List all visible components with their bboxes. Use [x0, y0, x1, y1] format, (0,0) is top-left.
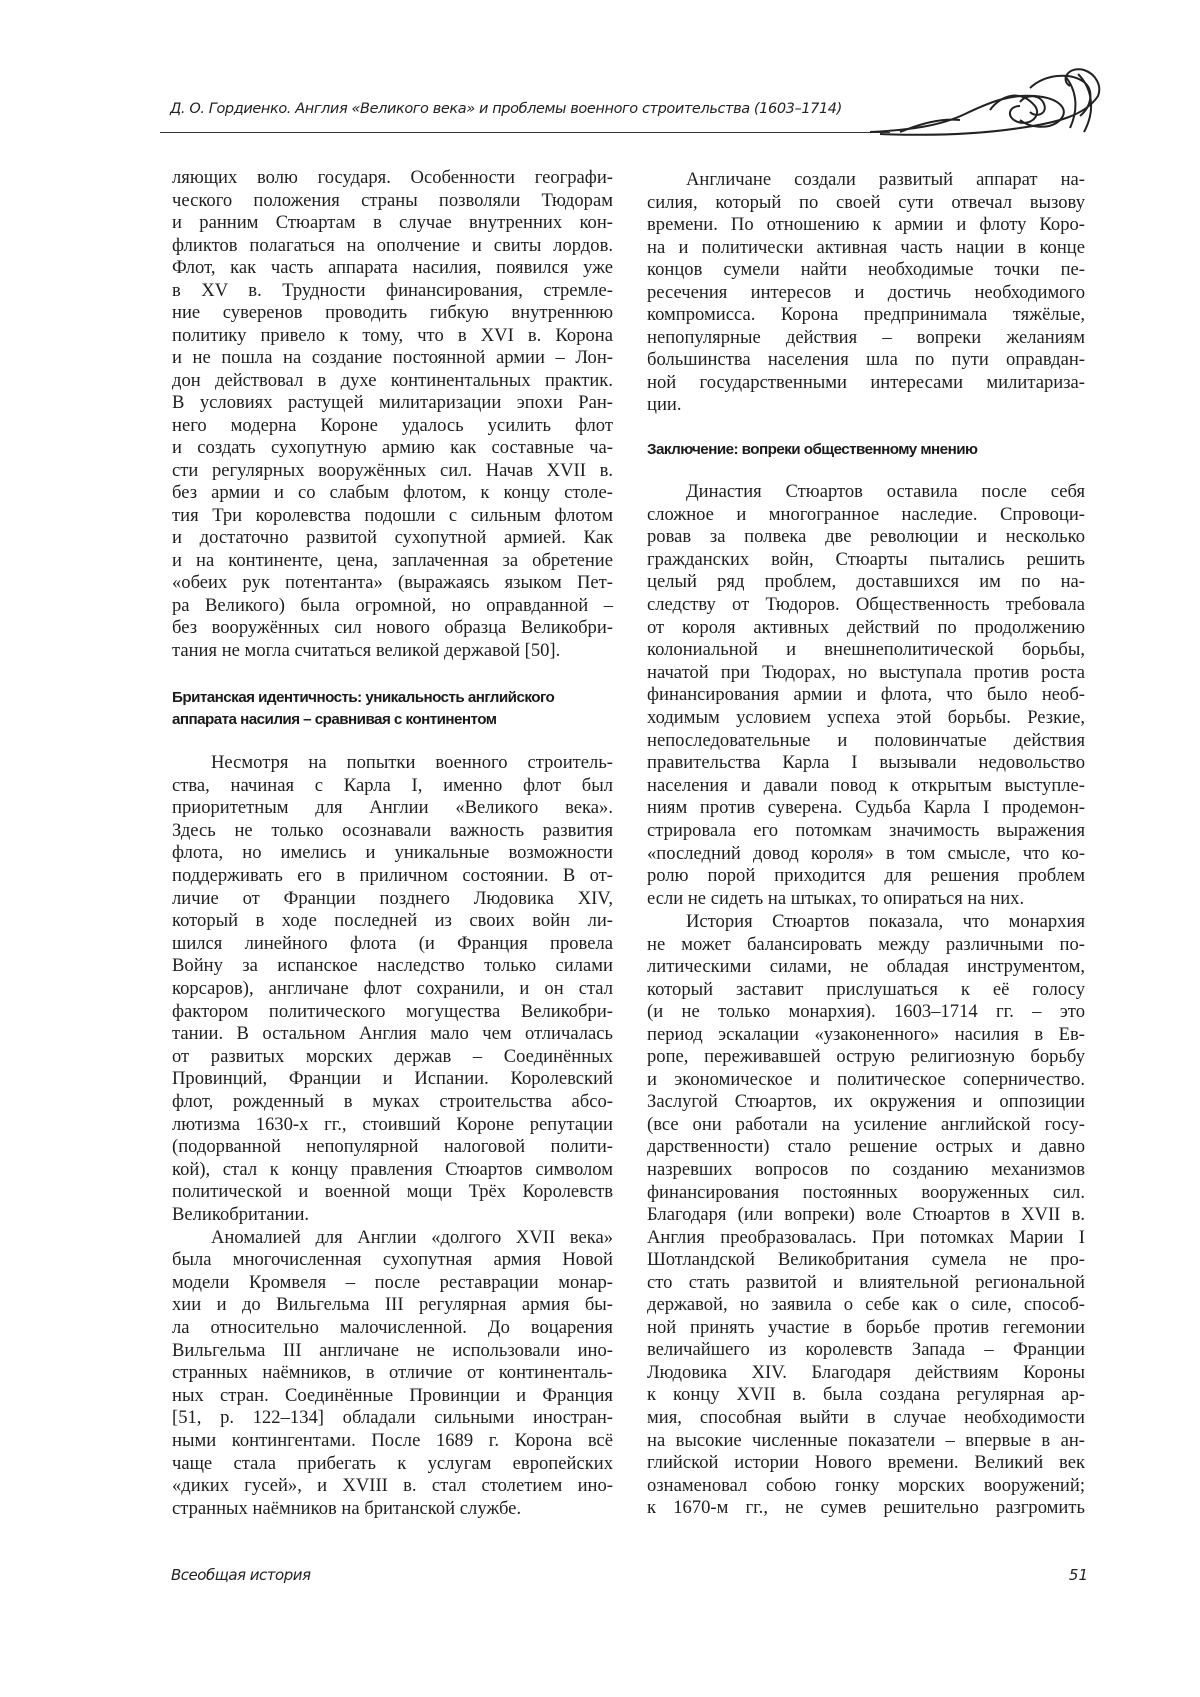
- text-line: поддерживать его в приличном состоянии. В от-: [172, 865, 613, 888]
- text-line: Вильгельма III англичане не использовали ино-: [172, 1340, 613, 1363]
- text-line: приоритетным для Англии «Великого века».: [172, 797, 613, 820]
- text-line: модели Кромвеля – после реставрации монар-: [172, 1272, 613, 1295]
- text-line: лютизма 1630-х гг., стоивший Короне репутации: [172, 1114, 613, 1137]
- text-line: сто стать развитой и влиятельной региональной: [647, 1272, 1085, 1295]
- text-line: ходимым условием успеха этой борьбы. Резкие,: [647, 707, 1085, 730]
- text-line: История Стюартов показала, что монархия: [647, 911, 1085, 934]
- text-line: корсаров), англичане флот сохранили, и он стал: [172, 978, 613, 1001]
- text-line: колониальной и внешнеполитической борьбы,: [647, 639, 1085, 662]
- text-line: без армии и со слабым флотом, к концу столе-: [172, 482, 613, 505]
- text-line: ниям против суверена. Судьба Карла I продемон-: [647, 797, 1085, 820]
- text-line: если не сидеть на штыках, то опираться на них.: [647, 888, 1085, 911]
- text-line: финансирования армии и флота, что было необ-: [647, 684, 1085, 707]
- text-line: и экономическое и политическое соперничество.: [647, 1069, 1085, 1092]
- text-line: на высокие численные показатели – впервые в ан-: [647, 1430, 1085, 1453]
- paragraph: [172, 752, 613, 1226]
- text-line: «диких гусей», и XVIII в. стал столетием ино-: [172, 1475, 613, 1498]
- text-line: компромисса. Корона предпринимала тяжёлые,: [647, 304, 1085, 327]
- section-heading-british-identity: [172, 687, 613, 731]
- text-line: сложное и многогранное наследие. Спровоци-: [647, 504, 1085, 527]
- text-line: Шотландской Великобритания сумела не про-: [647, 1249, 1085, 1272]
- text-line: хии и до Вильгельма III регулярная армия бы-: [172, 1294, 613, 1317]
- text-line: большинства населения шла по пути оправдан-: [647, 349, 1085, 372]
- text-line: к 1670-м гг., не сумев решительно разгромить: [647, 1497, 1085, 1520]
- text-line: ной принять участие в борьбе против гегемонии: [647, 1317, 1085, 1340]
- text-line: странных наёмников, в отличие от континенталь-: [172, 1362, 613, 1385]
- text-line: который заставит прислушаться к её голосу: [647, 979, 1085, 1002]
- text-line: населения и давали повод к открытым выступле-: [647, 775, 1085, 798]
- text-line: тании. В остальном Англия мало чем отличалась: [172, 1023, 613, 1046]
- section-heading-conclusion: [647, 439, 1085, 461]
- text-line: целый ряд проблем, доставшихся им по на-: [647, 571, 1085, 594]
- text-line: и ранним Стюартам в случае внутренних кон-: [172, 212, 613, 235]
- text-line: державой, но заявила о себе как о силе, способ-: [647, 1294, 1085, 1317]
- text-line: Людовика XIV. Благодаря действиям Короны: [647, 1362, 1085, 1385]
- header-ornament-icon: [870, 66, 1102, 140]
- text-line: флота, но имелись и уникальные возможности: [172, 842, 613, 865]
- text-line: Несмотря на попытки военного строитель-: [172, 752, 613, 775]
- text-line: тия Три королевства подошли с сильным флотом: [172, 505, 613, 528]
- text-line: ческого положения страны позволяли Тюдорам: [172, 190, 613, 213]
- page-number: 51: [1069, 1566, 1088, 1584]
- text-line: Провинций, Франции и Испании. Королевский: [172, 1068, 613, 1091]
- text-line: [51, p. 122–134] обладали сильными иностран-: [172, 1407, 613, 1430]
- text-line: финансирования постоянных вооруженных сил.: [647, 1182, 1085, 1205]
- text-line: шился линейного флота (и Франция провела: [172, 933, 613, 956]
- text-line: Аномалией для Англии «долгого XVII века»: [172, 1227, 613, 1250]
- running-header-title: Д. О. Гордиенко. Англия «Великого века» и проблемы военного строительства (1603–1714): [170, 101, 842, 117]
- text-line: политику привело к тому, что в XVI в. Корона: [172, 325, 613, 348]
- text-line: мия, способная выйти в случае необходимости: [647, 1407, 1085, 1430]
- footer-journal-title: Всеобщая история: [171, 1566, 311, 1584]
- text-line: Благодаря (или вопреки) воле Стюартов в XVII в.: [647, 1204, 1085, 1227]
- text-line: назревших вопросов по созданию механизмов: [647, 1159, 1085, 1182]
- text-line: концов сумели найти необходимые точки пе-: [647, 259, 1085, 282]
- text-line: ресечения интересов и достичь необходимого: [647, 282, 1085, 305]
- paragraph-continued: [172, 167, 613, 662]
- text-line: времени. По отношению к армии и флоту Коро-: [647, 214, 1085, 237]
- text-line: непоследовательные и половинчатые действия: [647, 730, 1085, 753]
- text-line: непопулярные действия – вопреки желаниям: [647, 327, 1085, 350]
- text-line: в XV в. Трудности финансирования, стремле-: [172, 280, 613, 303]
- text-line: стрировала его потомкам значимость выражения: [647, 820, 1085, 843]
- text-line: фликтов полагаться на ополчение и свиты лордов.: [172, 235, 613, 258]
- text-line: дарственности) стало решение острых и давно: [647, 1136, 1085, 1159]
- text-line: который в ходе последней из своих войн ли-: [172, 910, 613, 933]
- text-line: ла относительно малочисленной. До воцарения: [172, 1317, 613, 1340]
- text-line: дон действовал в духе континентальных практик.: [172, 370, 613, 393]
- heading-line: аппарата насилия – сравнивая с континентом: [172, 709, 613, 731]
- text-line: Флот, как часть аппарата насилия, появился уже: [172, 257, 613, 280]
- text-line: на и политически активная часть нации в конце: [647, 237, 1085, 260]
- text-line: Династия Стюартов оставила после себя: [647, 481, 1085, 504]
- text-line: ропе, переживавшей острую религиозную борьбу: [647, 1046, 1085, 1069]
- text-line: В условиях растущей милитаризации эпохи Ран-: [172, 392, 613, 415]
- paragraph: [172, 1227, 613, 1521]
- text-line: ролю порой приходится для решения проблем: [647, 865, 1085, 888]
- text-line: Великобритании.: [172, 1204, 613, 1227]
- text-line: ние суверенов проводить гибкую внутреннюю: [172, 302, 613, 325]
- text-line: личие от Франции позднего Людовика XIV,: [172, 888, 613, 911]
- text-line: политической и военной мощи Трёх Королевств: [172, 1181, 613, 1204]
- text-line: глийской истории Нового времени. Великий век: [647, 1452, 1085, 1475]
- text-line: ства, начиная с Карла I, именно флот был: [172, 775, 613, 798]
- text-line: и на континенте, цена, заплаченная за обретение: [172, 550, 613, 573]
- text-line: «последний довод короля» в том смысле, что ко-: [647, 843, 1085, 866]
- text-line: ными контингентами. После 1689 г. Корона всё: [172, 1430, 613, 1453]
- text-line: него модерна Короне удалось усилить флот: [172, 415, 613, 438]
- text-line: правительства Карла I вызывали недовольство: [647, 752, 1085, 775]
- text-line: ции.: [647, 394, 1085, 417]
- text-line: силия, который по своей сути отвечал вызову: [647, 192, 1085, 215]
- text-line: флот, рожденный в муках строительства абсо-: [172, 1091, 613, 1114]
- paragraph: [647, 481, 1085, 910]
- text-line: Здесь не только осознавали важность развития: [172, 820, 613, 843]
- text-line: гражданских войн, Стюарты пытались решить: [647, 549, 1085, 572]
- text-line: от короля активных действий по продолжению: [647, 617, 1085, 640]
- text-line: (и не только монархия). 1603–1714 гг. – это: [647, 1001, 1085, 1024]
- text-line: Заслугой Стюартов, их окружения и оппозиции: [647, 1091, 1085, 1114]
- text-line: от развитых морских держав – Соединённых: [172, 1046, 613, 1069]
- text-line: следству от Тюдоров. Общественность требовала: [647, 594, 1085, 617]
- text-line: (подорванной непопулярной налоговой полити-: [172, 1136, 613, 1159]
- text-line: сти регулярных вооружённых сил. Начав XVII в.: [172, 460, 613, 483]
- heading-line: Заключение: вопреки общественному мнению: [647, 439, 1085, 461]
- text-line: не может балансировать между различными по-: [647, 934, 1085, 957]
- text-line: странных наёмников на британской службе.: [172, 1498, 613, 1521]
- text-line: и не пошла на создание постоянной армии – Лон-: [172, 347, 613, 370]
- text-line: ной государственными интересами милитариза-: [647, 372, 1085, 395]
- text-line: Англия преобразовалась. При потомках Марии I: [647, 1227, 1085, 1250]
- header-rule: [160, 132, 890, 133]
- text-line: ровав за полвека две революции и несколько: [647, 526, 1085, 549]
- paragraph: [647, 169, 1085, 417]
- text-line: Войну за испанское наследство только силами: [172, 955, 613, 978]
- text-line: начатой при Тюдорах, но выступала против роста: [647, 662, 1085, 685]
- paragraph-continues-next-page: [647, 911, 1085, 1520]
- text-line: величайшего из королевств Запада – Франции: [647, 1339, 1085, 1362]
- text-line: литическими силами, не обладая инструментом,: [647, 956, 1085, 979]
- text-line: ознаменовал собою гонку морских вооружений;: [647, 1475, 1085, 1498]
- text-line: Англичане создали развитый аппарат на-: [647, 169, 1085, 192]
- text-line: чаще стала прибегать к услугам европейских: [172, 1453, 613, 1476]
- text-line: период эскалации «узаконенного» насилия в Ев-: [647, 1024, 1085, 1047]
- text-line: «обеих рук потентанта» (выражаясь языком Пет-: [172, 572, 613, 595]
- heading-line: Британская идентичность: уникальность английского: [172, 687, 613, 709]
- text-line: ляющих волю государя. Особенности географи-: [172, 167, 613, 190]
- text-line: кой), стал к концу правления Стюартов символом: [172, 1159, 613, 1182]
- text-line: и достаточно развитой сухопутной армией. Как: [172, 527, 613, 550]
- text-line: к концу XVII в. была создана регулярная ар-: [647, 1384, 1085, 1407]
- text-line: была многочисленная сухопутная армия Новой: [172, 1249, 613, 1272]
- text-line: и создать сухопутную армию как составные ча-: [172, 437, 613, 460]
- text-line: (все они работали на усиление английской госу-: [647, 1114, 1085, 1137]
- text-line: ра Великого) была огромной, но оправданной –: [172, 595, 613, 618]
- text-line: ных стран. Соединённые Провинции и Франция: [172, 1385, 613, 1408]
- text-line: без вооружённых сил нового образца Великобри-: [172, 617, 613, 640]
- text-line: фактором политического могущества Великобри-: [172, 1001, 613, 1024]
- text-line: тания не могла считаться великой державой [50].: [172, 640, 613, 663]
